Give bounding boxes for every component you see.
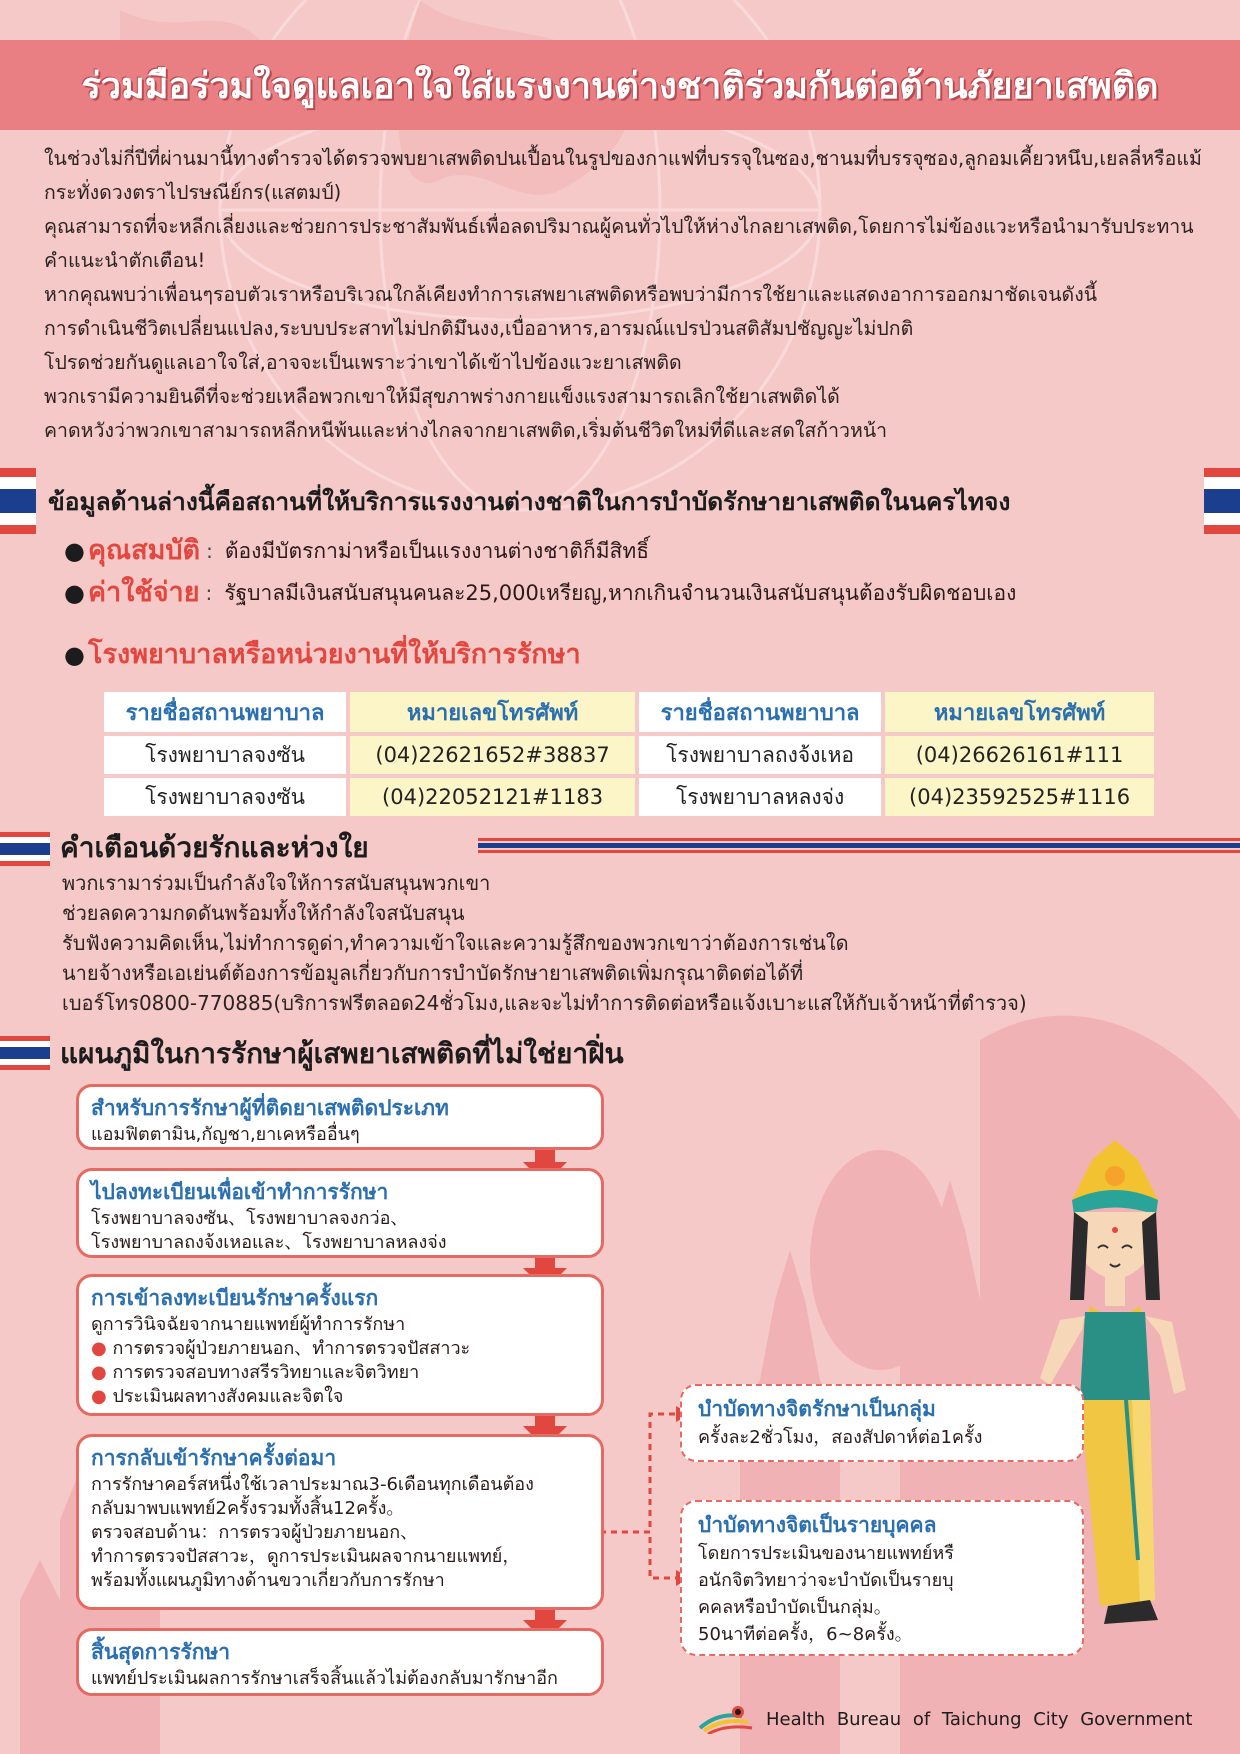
warning-line: นายจ้างหรือเอเย่นต์ต้องการข้อมูลเกี่ยวกับการบำบัดรักษายาเสพติดเพิ่มกรุณาติดต่อได้ที่ bbox=[62, 961, 804, 985]
footer-text: Health Bureau of Taichung City Government bbox=[766, 1708, 1193, 1730]
hospital-table bbox=[100, 688, 1158, 820]
step-bullet-text: การตรวจสอบทางสรีรวิทยาและจิตวิทยา bbox=[112, 1362, 420, 1383]
step-line: แอมฟิตตามิน,กัญชา,ยาเคหรืออื่นๆ bbox=[91, 1124, 360, 1145]
cost-row bbox=[64, 578, 1194, 608]
warning-heading: คำเตือนด้วยรักและห่วงใย bbox=[60, 831, 369, 864]
qualification-text: ต้องมีบัตรกาม่าหรือเป็นแรงงานต่างชาติก็มีสิทธิ์ bbox=[224, 539, 650, 563]
therapy-line: ครั้งละ2ชั่วโมง，สองสัปดาห์ต่อ1ครั้ง bbox=[698, 1427, 983, 1448]
page-title: ร่วมมือร่วมใจดูแลเอาใจใส่แรงงานต่างชาติร่วมกันต่อต้านภัยยาเสพติด bbox=[81, 65, 1159, 107]
hospitals-heading-row bbox=[64, 640, 1194, 670]
therapy-connectors bbox=[600, 1414, 676, 1578]
step-title: การเข้าลงทะเบียนรักษาครั้งแรก bbox=[91, 1286, 379, 1310]
intro-line: คาดหวังว่าพวกเขาสามารถหลีกหนีพ้นและห่างไกลจากยาเสพติด,เริ่มต้นชีวิตใหม่ที่ดีและสดใสก้าวหน้า bbox=[44, 419, 888, 442]
cost-label: ค่าใช้จ่าย bbox=[88, 577, 200, 608]
hospitals-heading: โรงพยาบาลหรือหน่วยงานที่ให้บริการรักษา bbox=[88, 639, 581, 670]
step-title: สิ้นสุดการรักษา bbox=[91, 1640, 231, 1664]
column-header: หมายเลขโทรศัพท์ bbox=[885, 692, 1154, 732]
step-bullet-text: ประเมินผลทางสังคมและจิตใจ bbox=[112, 1386, 344, 1407]
bullet: ● bbox=[64, 537, 85, 565]
warning-line: เบอร์โทร0800-770885(บริการฟรีตลอด24ชั่วโมง,และจะไม่ทำการติดต่อหรือแจ้งเบาะแสให้กับเจ้าหน้าที่ตำรวจ) bbox=[62, 991, 1027, 1015]
phone-number: (04)23592525#1116 bbox=[885, 778, 1154, 816]
step-line: แพทย์ประเมินผลการรักษาเสร็จสิ้นแล้วไม่ต้องกลับมารักษาอีก bbox=[91, 1668, 558, 1689]
column-header: หมายเลขโทรศัพท์ bbox=[350, 692, 635, 732]
step-title: สำหรับการรักษาผู้ที่ติดยาเสพติดประเภท bbox=[91, 1096, 449, 1120]
table-row bbox=[104, 736, 1154, 774]
title-banner bbox=[0, 40, 1240, 130]
step-line: โรงพยาบาลจงซัน、โรงพยาบาลจงกว่อ、 bbox=[91, 1208, 409, 1229]
intro-line: พวกเรามีความยินดีที่จะช่วยเหลือพวกเขาให้มีสุขภาพร่างกายแข็งแรงสามารถเลิกใช้ยาเสพติดได้ bbox=[44, 385, 840, 408]
hospital-name: โรงพยาบาลจงซัน bbox=[104, 778, 346, 816]
cost-text: รัฐบาลมีเงินสนับสนุนคนละ25,000เหรียญ,หากเกินจำนวนเงินสนับสนุนต้องรับผิดชอบเอง bbox=[224, 581, 1017, 605]
phone-number: (04)22052121#1183 bbox=[350, 778, 635, 816]
warning-line: ช่วยลดความกดดันพร้อมทั้งให้กำลังใจสนับสนุน bbox=[62, 901, 465, 925]
intro-line: หากคุณพบว่าเพื่อนๆรอบตัวเราหรือบริเวณใกล้เคียงทำการเสพยาเสพติดหรือพบว่ามีการใช้ยาและแสดงอาการออกมาชัดเจนดังนี้ bbox=[44, 283, 1098, 306]
step-4-box bbox=[76, 1434, 604, 1610]
hospital-name: โรงพยาบาลถงจ้งเหอ bbox=[639, 736, 881, 774]
warning-line: พวกเรามาร่วมเป็นกำลังใจให้การสนับสนุนพวกเขา bbox=[62, 871, 491, 895]
table-row bbox=[104, 778, 1154, 816]
step-line: ดูการวินิจฉัยจากนายแพทย์ผู้ทำการรักษา bbox=[91, 1314, 406, 1335]
warning-line: รับฟังความคิดเห็น,ไม่ทำการดูด่า,ทำความเข้าใจและความรู้สึกของพวกเขาว่าต้องการเช่นใด bbox=[62, 931, 849, 955]
step-line: ตรวจสอบด้าน：การตรวจผู้ป่วยภายนอก、 bbox=[91, 1522, 419, 1543]
step-bullet-text: การตรวจผู้ป่วยภายนอก、ทำการตรวจปัสสาวะ bbox=[112, 1338, 471, 1359]
column-header: รายชื่อสถานพยาบาล bbox=[639, 692, 881, 732]
step-title: การกลับเข้ารักษาครั้งต่อมา bbox=[91, 1446, 337, 1470]
hospital-name: โรงพยาบาลหลงจ่ง bbox=[639, 778, 881, 816]
column-header: รายชื่อสถานพยาบาล bbox=[104, 692, 346, 732]
phone-number: (04)26626161#111 bbox=[885, 736, 1154, 774]
intro-line: คุณสามารถที่จะหลีกเลี่ยงและช่วยการประชาสัมพันธ์เพื่อลดปริมาณผู้คนทั่วไปให้ห่างไกลยาเสพติด,โดยการไม่ข้องแวะหรือนำมารับประทานคำแนะนำตักเตือน! bbox=[44, 215, 1194, 272]
step-line: โรงพยาบาลถงจ้งเหอและ、โรงพยาบาลหลงจ่ง bbox=[91, 1232, 447, 1253]
colon: : bbox=[205, 581, 213, 605]
bullet: ● bbox=[64, 641, 85, 669]
bullet: ● bbox=[64, 579, 85, 607]
services-heading: ข้อมูลด้านล่างนี้คือสถานที่ให้บริการแรงงานต่างชาติในการบำบัดรักษายาเสพติดในนครไทจง bbox=[48, 487, 1011, 516]
step-line: ทำการตรวจปัสสาวะ，ดูการประเมินผลจากนายแพทย์， bbox=[91, 1546, 521, 1567]
step-3-box bbox=[76, 1274, 604, 1416]
intro-text bbox=[44, 142, 1204, 448]
therapy-line: โดยการประเมินของนายแพทย์หรื bbox=[698, 1543, 954, 1564]
hospital-name: โรงพยาบาลจงซัน bbox=[104, 736, 346, 774]
step-title: ไปลงทะเบียนเพื่อเข้าทำการรักษา bbox=[91, 1180, 389, 1204]
intro-line: การดำเนินชีวิตเปลี่ยนแปลง,ระบบประสาทไม่ปกติมึนงง,เบื่ออาหาร,อารมณ์แปรป่วนสติสัมปชัญญะไม่ปกติ bbox=[44, 317, 914, 340]
step-bullet bbox=[91, 1361, 589, 1385]
plan-heading: แผนภูมิในการรักษาผู้เสพยาเสพติดที่ไม่ใช่ยาฝิ่น bbox=[60, 1037, 624, 1070]
step-line: กลับมาพบแพทย์2ครั้งรวมทั้งสิ้น12ครั้ง。 bbox=[91, 1498, 405, 1519]
phone-number: (04)22621652#38837 bbox=[350, 736, 635, 774]
group-therapy-box bbox=[680, 1384, 1084, 1462]
step-1-box bbox=[76, 1084, 604, 1150]
step-line: การรักษาคอร์สหนึ่งใช้เวลาประมาณ3-6เดือนทุกเดือนต้อง bbox=[91, 1474, 534, 1495]
step-bullet bbox=[91, 1337, 589, 1361]
step-bullet bbox=[91, 1385, 589, 1409]
intro-line: โปรดช่วยกันดูแลเอาใจใส่,อาจจะเป็นเพราะว่าเขาได้เข้าไปข้องแวะยาเสพติด bbox=[44, 351, 682, 374]
qualification-label: คุณสมบัติ bbox=[88, 535, 201, 566]
bullet-dot: ● bbox=[91, 1362, 113, 1383]
therapy-line: คคลหรือบำบัดเป็นกลุ่ม。 bbox=[698, 1597, 892, 1618]
health-bureau-logo-icon bbox=[698, 1704, 756, 1734]
individual-therapy-box bbox=[680, 1500, 1084, 1656]
qualification-row bbox=[64, 536, 1194, 566]
therapy-title: บำบัดทางจิตรักษาเป็นกลุ่ม bbox=[698, 1397, 936, 1421]
bullet-dot: ● bbox=[91, 1386, 113, 1407]
footer bbox=[698, 1704, 1192, 1734]
step-2-box bbox=[76, 1168, 604, 1258]
therapy-title: บำบัดทางจิตเป็นรายบุคคล bbox=[698, 1513, 937, 1537]
therapy-line: อนักจิตวิทยาว่าจะบำบัดเป็นรายบุ bbox=[698, 1570, 954, 1591]
colon: : bbox=[206, 539, 213, 563]
therapy-line: 50นาทีต่อครั้ง，6~8ครั้ง。 bbox=[698, 1624, 913, 1645]
table-header-row bbox=[104, 692, 1154, 732]
warning-text bbox=[62, 868, 1202, 1018]
step-line: พร้อมทั้งแผนภูมิทางด้านขวาเกี่ยวกับการรักษา bbox=[91, 1570, 445, 1591]
intro-line: ในช่วงไม่กี่ปีที่ผ่านมานี้ทางตำรวจได้ตรวจพบยาเสพติดปนเปื้อนในรูปของกาแฟที่บรรจุในซอง,ชานมที่บรรจุซอง,ลูกอมเคี้ยวหนึบ,เยลลี่หรือแม้กระทั่งดวงตราไปรษณีย์กร(แสตมป์) bbox=[44, 147, 1202, 204]
bullet-dot: ● bbox=[91, 1338, 113, 1359]
step-5-box bbox=[76, 1628, 604, 1696]
